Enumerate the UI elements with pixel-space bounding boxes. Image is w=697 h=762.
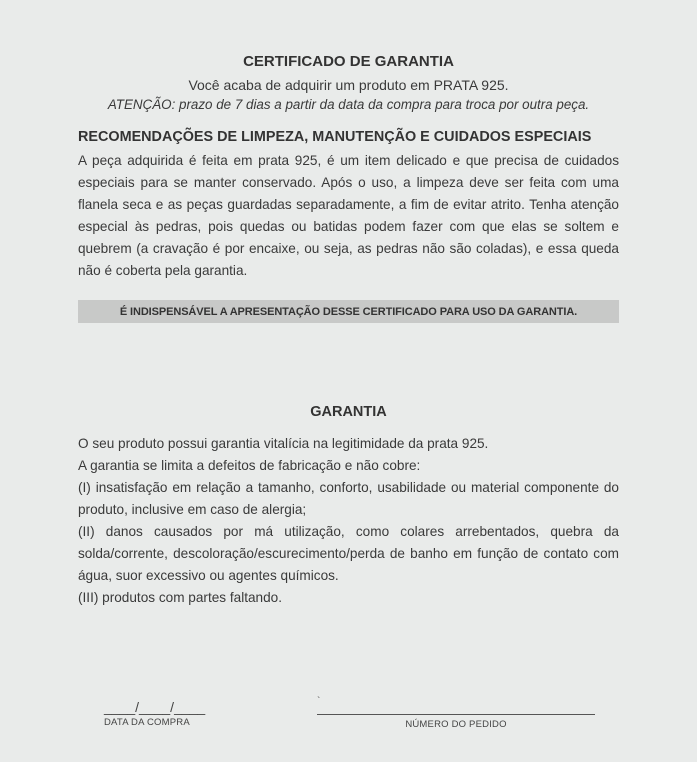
order-number-line[interactable] (317, 714, 595, 715)
certificate-intro: Você acaba de adquirir um produto em PRATA 925. (188, 77, 509, 93)
recommendations-text: A peça adquirida é feita em prata 925, é um item delicado e que precisa de cuidados especiais para se manter conservado. Após o uso, a limpeza deve ser feita com uma flanela seca e as peças guardadas separadamente, a fim de evitar atrito. Tenha atenção especial às pedras, pois quedas ou batidas podem fazer com que elas se soltem e quebrem (a cravação é por encaixe, ou seja, as pedras não são coladas), e essa queda não é coberta pela garantia. (78, 153, 619, 278)
order-number-mark: ` (317, 696, 321, 707)
required-certificate-notice: É INDISPENSÁVEL A APRESENTAÇÃO DESSE CERTIFICADO PARA USO DA GARANTIA. (78, 300, 619, 323)
warranty-line: (III) produtos com partes faltando. (78, 590, 283, 605)
warranty-line: O seu produto possui garantia vitalícia na legitimidade da prata 925. (78, 436, 489, 451)
warranty-title: GARANTIA (310, 404, 387, 420)
warranty-terms (78, 433, 619, 609)
warranty-line: A garantia se limita a defeitos de fabricação e não cobre: (78, 458, 421, 473)
purchase-date-label: DATA DA COMPRA (104, 717, 190, 728)
certificate-page (78, 52, 619, 605)
recommendations-heading: RECOMENDAÇÕES DE LIMPEZA, MANUTENÇÃO E CUIDADOS ESPECIAIS (78, 129, 592, 145)
certificate-title: CERTIFICADO DE GARANTIA (243, 53, 454, 70)
order-number-label: NÚMERO DO PEDIDO (405, 719, 507, 730)
warranty-line: (I) insatisfação em relação a tamanho, conforto, usabilidade ou material componente do produto, inclusive em caso de alergia; (78, 480, 619, 517)
purchase-date-field[interactable] (104, 699, 224, 728)
purchase-date-slots[interactable]: ____/____/____ (104, 699, 206, 715)
attention-note: ATENÇÃO: prazo de 7 dias a partir da data da compra para troca por outra peça. (107, 97, 590, 112)
warranty-line: (II) danos causados por má utilização, como colares arrebentados, quebra da solda/corrente, descoloração/escurecimento/perda de banho em função de contato com água, suor excessivo ou agentes químicos. (78, 524, 619, 583)
